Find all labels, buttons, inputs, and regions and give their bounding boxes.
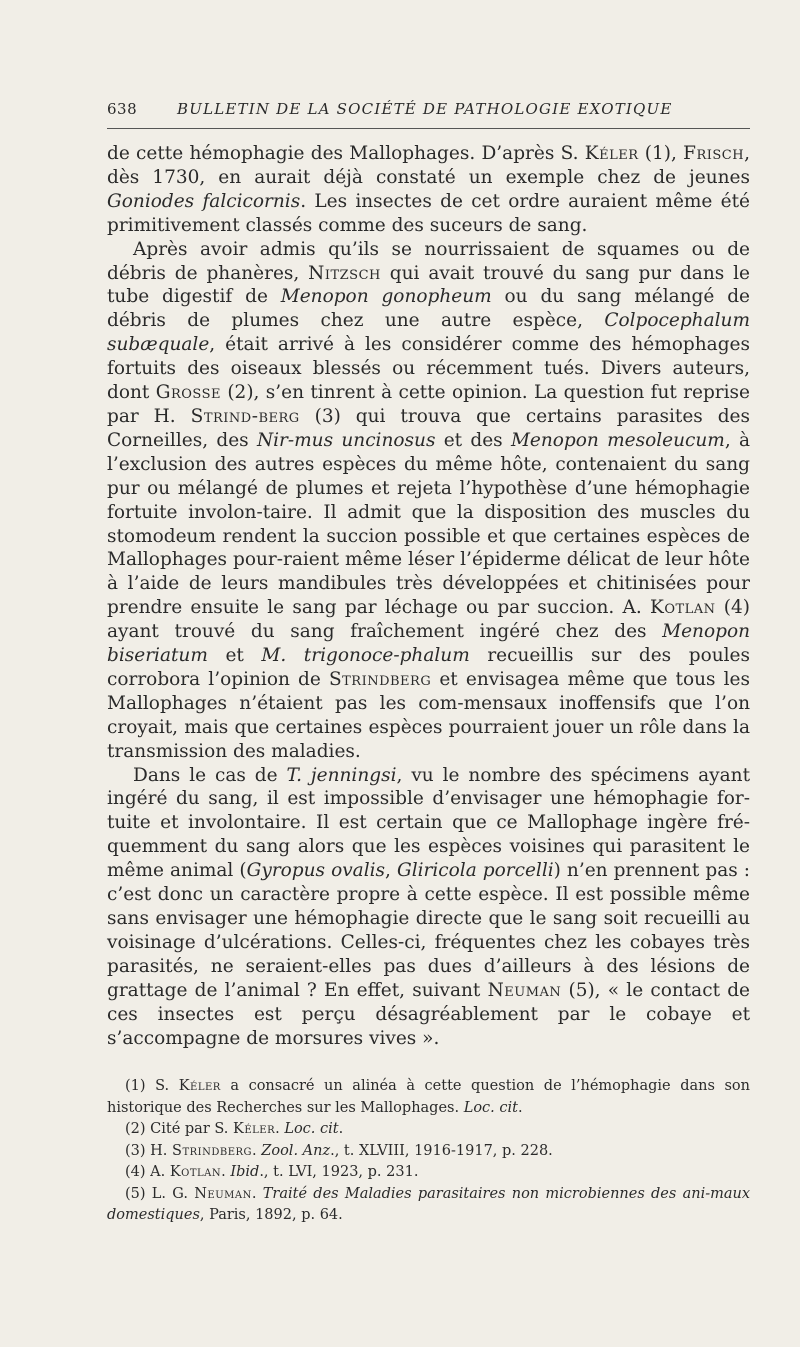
italic-term: Gliricola porcelli (396, 860, 554, 882)
author-name: Neuman (487, 979, 562, 1001)
author-name: Grosse (155, 382, 221, 404)
paragraph-3 (107, 764, 750, 1051)
text-run: (2) Cité par S. (125, 1121, 233, 1137)
italic-term: T. jenningsi (286, 764, 397, 786)
italic-term: Loc. cit (463, 1099, 518, 1116)
text-run: . (518, 1099, 523, 1116)
italic-term: Goniodes falcicornis (107, 190, 301, 212)
footnote-5 (107, 1184, 750, 1227)
text-run: , (385, 860, 397, 882)
text-run: (5), « le contact de ces insectes est perçu désagréablement par le cobaye et s’accompagne de morsures vives ». (107, 979, 750, 1049)
body-text (107, 142, 750, 1050)
text-run: ) n’en prennent pas : c’est donc un caractère propre à cette espèce. Il est possible même sans envisager une hémophagie directe que le sang soit recueilli au voisinage d’ulcérations. Celles-ci, fréquentes chez les cobayes très parasités, ne seraient-elles pas dues d’ailleurs à des lésions de grattage de l’animal ? En effet, suivant (107, 860, 750, 1001)
text-run: (4) ayant trouvé du sang fraîchement ingéré chez des (107, 597, 750, 643)
running-title: BULLETIN DE LA SOCIÉTÉ DE PATHOLOGIE EXOTIQUE (177, 100, 673, 118)
italic-term: Menopon mesoleucum (510, 429, 725, 451)
italic-term: Loc. cit (284, 1121, 339, 1137)
author-name: Kéler (178, 1078, 221, 1094)
text-run: ., t. LVI, 1923, p. 231. (259, 1164, 419, 1180)
footnote-2 (107, 1119, 750, 1141)
text-run: (1), (638, 143, 684, 164)
italic-term: Colpocephalum subæquale (107, 310, 750, 356)
text-run: et envisagea même que tous les Mallophages n’étaient pas les com-mensaux inoffensifs que l’on croyait, mais que certaines espèces pourraient jouer un rôle dans la transmission des maladies. (107, 668, 750, 762)
text-run: Dans le cas de (133, 764, 287, 786)
italic-term: Menopon gonopheum (280, 286, 492, 308)
paragraph-2 (107, 238, 750, 764)
text-run: , vu le nombre des spécimens ayant ingéré du sang, il est impossible d’envisager une hémophagie for-tuite et involontaire. Il est certain que ce Mallophage ingère fré-quemment du sang alors que les espèces voisines qui parasitent le même animal ( (107, 764, 751, 882)
italic-term: Menopon biseriatum (107, 621, 750, 667)
page-number: 638 (107, 100, 138, 118)
text-run: a consacré un alinéa à cette question de l’hémophagie dans son historique des Recherches sur les Mallophages. (107, 1078, 750, 1116)
text-run: qui avait trouvé du sang pur dans le tube digestif de (107, 262, 750, 308)
author-name: Kéler (233, 1121, 276, 1137)
text-run: (3) qui trouva que certains parasites des Corneilles, des (107, 405, 750, 451)
text-run: , à l’exclusion des autres espèces du même hôte, contenaient du sang pur ou mélangé de plumes et rejeta l’hypothèse d’une hémophagie fortuite involon-taire. Il admit que la disposition des muscles du stomodeum rendent la succion possible et que certaines espèces de Mallophages pour-raient même léser l’épiderme délicat de leur hôte à l’aide de leurs mandibules très développées et chitinisées pour prendre ensuite le sang par léchage ou par succion. A. (107, 429, 751, 619)
text-run: (4) A. (125, 1164, 170, 1180)
text-run: (3) H. (125, 1142, 173, 1159)
author-name: Strind-berg (190, 405, 300, 427)
author-name: Frisch (683, 143, 745, 164)
paragraph-1 (107, 142, 750, 238)
text-run: (1) S. (125, 1078, 179, 1094)
text-run: . (275, 1121, 285, 1137)
text-run: (5) L. G. (125, 1185, 195, 1202)
italic-term: Gyropus ovalis (246, 860, 386, 882)
text-run: de cette hémophagie des Mallophages. D’après S. (107, 143, 585, 164)
author-name: Strindberg (328, 668, 432, 690)
footnote-4 (107, 1162, 750, 1184)
text-run: Après avoir admis qu’ils se nourrissaient de squames ou de débris de phanères, (107, 238, 750, 284)
text-run: recueillis sur des poules corrobora l’opinion de (107, 645, 750, 690)
text-run: , était arrivé à les considérer comme des hémophages fortuits des oiseaux blessés ou récemment tués. Divers auteurs, dont (107, 334, 750, 404)
footnote-1 (107, 1076, 750, 1119)
italic-term: Nir-mus uncinosus (256, 429, 436, 451)
italic-term: Ibid (230, 1164, 260, 1180)
text-run: . (221, 1164, 231, 1180)
italic-term: M. trigonoce-phalum (261, 645, 470, 667)
footnotes (107, 1076, 750, 1227)
author-name: Neuman (194, 1185, 252, 1202)
text-run: et des (435, 429, 511, 451)
text-run: . (251, 1185, 263, 1202)
header-rule (107, 128, 750, 129)
italic-term: Traité des Maladies parasitaires non microbiennes des ani-maux domestiques (107, 1185, 751, 1223)
text-run: (2), s’en tinrent à cette opinion. La question fut reprise par H. (107, 382, 750, 427)
text-run: . Les insectes de cet ordre auraient même été primitivement classés comme des suceurs de sang. (107, 190, 750, 236)
text-run: , Paris, 1892, p. 64. (199, 1207, 343, 1223)
author-name: Kotlan (650, 597, 716, 619)
text-run: , dès 1730, en aurait déjà constaté un exemple chez de jeunes (107, 143, 750, 188)
author-name: Nitzsch (308, 262, 381, 284)
author-name: Strindberg (172, 1142, 253, 1159)
text-run: . (252, 1142, 262, 1159)
text-run: ou du sang mélangé de débris de plumes chez une autre espèce, (107, 286, 750, 332)
text-run: ., t. XLVIII, 1916-1917, p. 228. (330, 1142, 553, 1159)
text-run: . (338, 1121, 344, 1137)
footnote-3 (107, 1141, 750, 1163)
text-run: et (207, 645, 262, 667)
italic-term: Zool. Anz (261, 1142, 331, 1159)
author-name: Kéler (584, 143, 639, 164)
author-name: Kotlan (169, 1164, 222, 1180)
